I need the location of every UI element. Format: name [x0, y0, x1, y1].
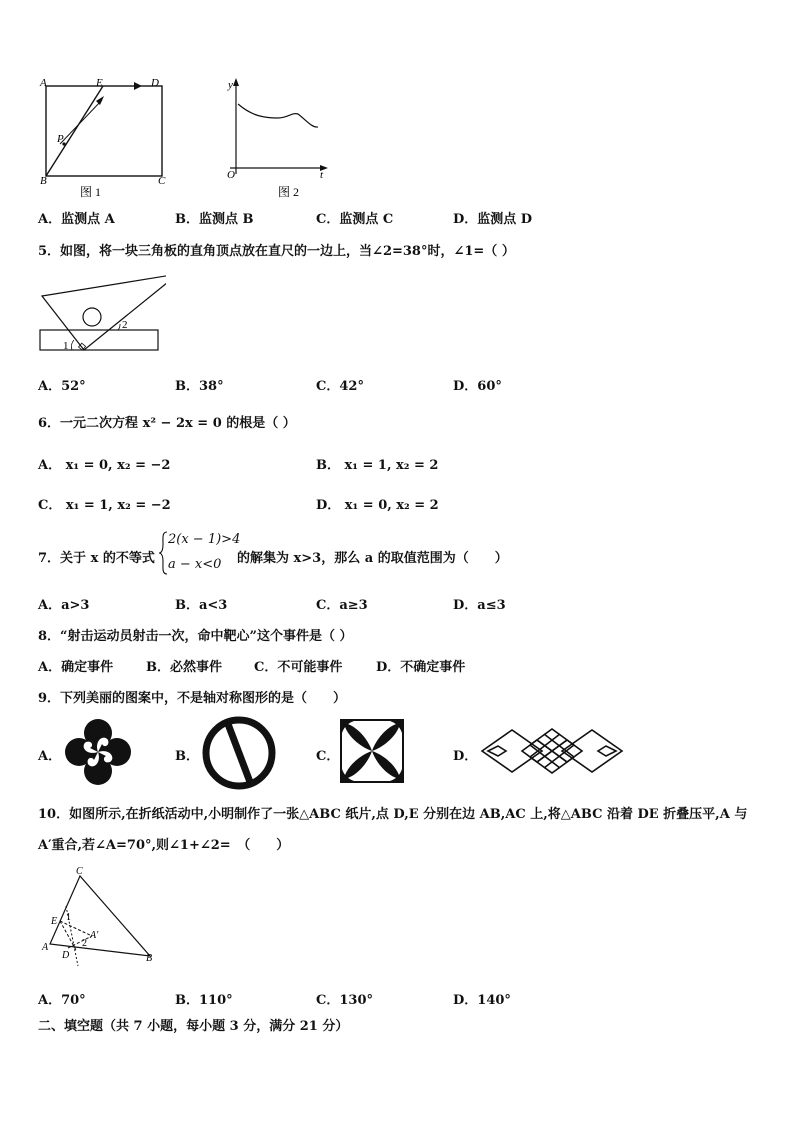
fig2-label-t: t	[320, 169, 324, 181]
q9-pattern-c-icon	[340, 719, 404, 783]
q10-option-a: A．70°	[38, 993, 86, 1008]
q8-stem: 8．“射击运动员射击一次，命中靶心”这个事件是（ ）	[38, 629, 353, 644]
q10-label-A: A	[42, 942, 49, 953]
q10-stem-line1: 10．如图所示,在折纸活动中,小明制作了一张△ABC 纸片,点 D,E 分别在边 AB,AC 上,将△ABC 沿着 DE 折叠压平,A 与	[38, 807, 748, 822]
q9-option-b-label: B．	[175, 749, 199, 764]
q10-figure	[36, 864, 166, 968]
q9-option-a-label: A．	[38, 749, 62, 764]
q6-option-b: B． x₁ = 1, x₂ = 2	[316, 458, 439, 473]
q4-option-a: A．监测点 A	[38, 212, 115, 227]
q10-label-Aprime: A′	[90, 930, 99, 941]
q10-label-1: 1	[66, 912, 71, 923]
q8-option-a: A．确定事件	[38, 660, 114, 675]
fig2-label-O: O	[227, 169, 235, 181]
q7-system-line2: a − x<0	[168, 557, 222, 572]
q7-option-d: D．a≤3	[453, 598, 506, 613]
q9-option-d-label: D．	[453, 749, 478, 764]
q7-brace	[158, 530, 168, 576]
q9-option-c-label: C．	[316, 749, 340, 764]
q5-option-c: C．42°	[316, 379, 364, 394]
q7-suffix: 的解集为 x>3，那么 a 的取值范围为（ ）	[237, 551, 508, 566]
fig1-label-P: P	[57, 133, 64, 145]
q10-label-B: B	[146, 953, 153, 964]
q7-option-c: C．a≥3	[316, 598, 368, 613]
q6-option-d: D． x₁ = 0, x₂ = 2	[316, 498, 439, 513]
q10-option-b: B．110°	[175, 993, 233, 1008]
fig1-label-C: C	[158, 175, 166, 187]
q10-label-2: 2	[82, 938, 87, 949]
fig1-label-A: A	[40, 77, 47, 89]
q5-label-1: 1	[63, 340, 69, 352]
fig1-caption: 图 1	[80, 185, 102, 199]
q10-option-d: D．140°	[453, 993, 511, 1008]
q7-option-a: A．a>3	[38, 598, 90, 613]
figure-1	[30, 72, 180, 202]
fig1-label-E: E	[96, 77, 103, 89]
fig1-label-B: B	[40, 175, 47, 187]
figure-2	[222, 72, 334, 202]
q4-option-c: C．监测点 C	[316, 212, 394, 227]
q9-pattern-b-icon	[200, 714, 278, 792]
q4-option-d: D．监测点 D	[453, 212, 533, 227]
q5-label-2: 2	[122, 319, 128, 331]
section-2-title: 二、填空题（共 7 小题，每小题 3 分，满分 21 分）	[38, 1019, 349, 1034]
fig1-label-D: D	[151, 77, 159, 89]
q4-option-b: B．监测点 B	[175, 212, 254, 227]
q8-option-b: B．必然事件	[146, 660, 222, 675]
q5-figure	[36, 268, 166, 356]
q9-pattern-d-icon	[478, 722, 626, 780]
q6-stem: 6．一元二次方程 x² − 2x = 0 的根是（ ）	[38, 416, 296, 431]
q10-label-C: C	[76, 866, 83, 877]
q8-option-c: C．不可能事件	[254, 660, 343, 675]
q10-label-E: E	[51, 916, 58, 927]
q7-system-line1: 2(x − 1)>4	[168, 532, 241, 547]
q10-option-c: C．130°	[316, 993, 373, 1008]
q5-option-b: B．38°	[175, 379, 224, 394]
fig2-caption: 图 2	[278, 185, 300, 199]
q5-option-a: A．52°	[38, 379, 86, 394]
q5-option-d: D．60°	[453, 379, 502, 394]
q5-stem: 5．如图，将一块三角板的直角顶点放在直尺的一边上，当∠2=38°时，∠1=（ ）	[38, 244, 515, 259]
fig2-label-y: y	[228, 79, 233, 91]
q10-stem-line2: A′重合,若∠A=70°,则∠1+∠2= （ ）	[38, 838, 290, 853]
q6-option-a: A． x₁ = 0, x₂ = −2	[38, 458, 171, 473]
q7-option-b: B．a<3	[175, 598, 228, 613]
q10-label-D: D	[62, 950, 70, 961]
q6-option-c: C． x₁ = 1, x₂ = −2	[38, 498, 171, 513]
q9-pattern-a-icon	[64, 718, 132, 786]
q8-option-d: D．不确定事件	[376, 660, 466, 675]
q7-prefix: 7．关于 x 的不等式	[38, 551, 155, 566]
q9-stem: 9．下列美丽的图案中，不是轴对称图形的是（ ）	[38, 691, 347, 706]
